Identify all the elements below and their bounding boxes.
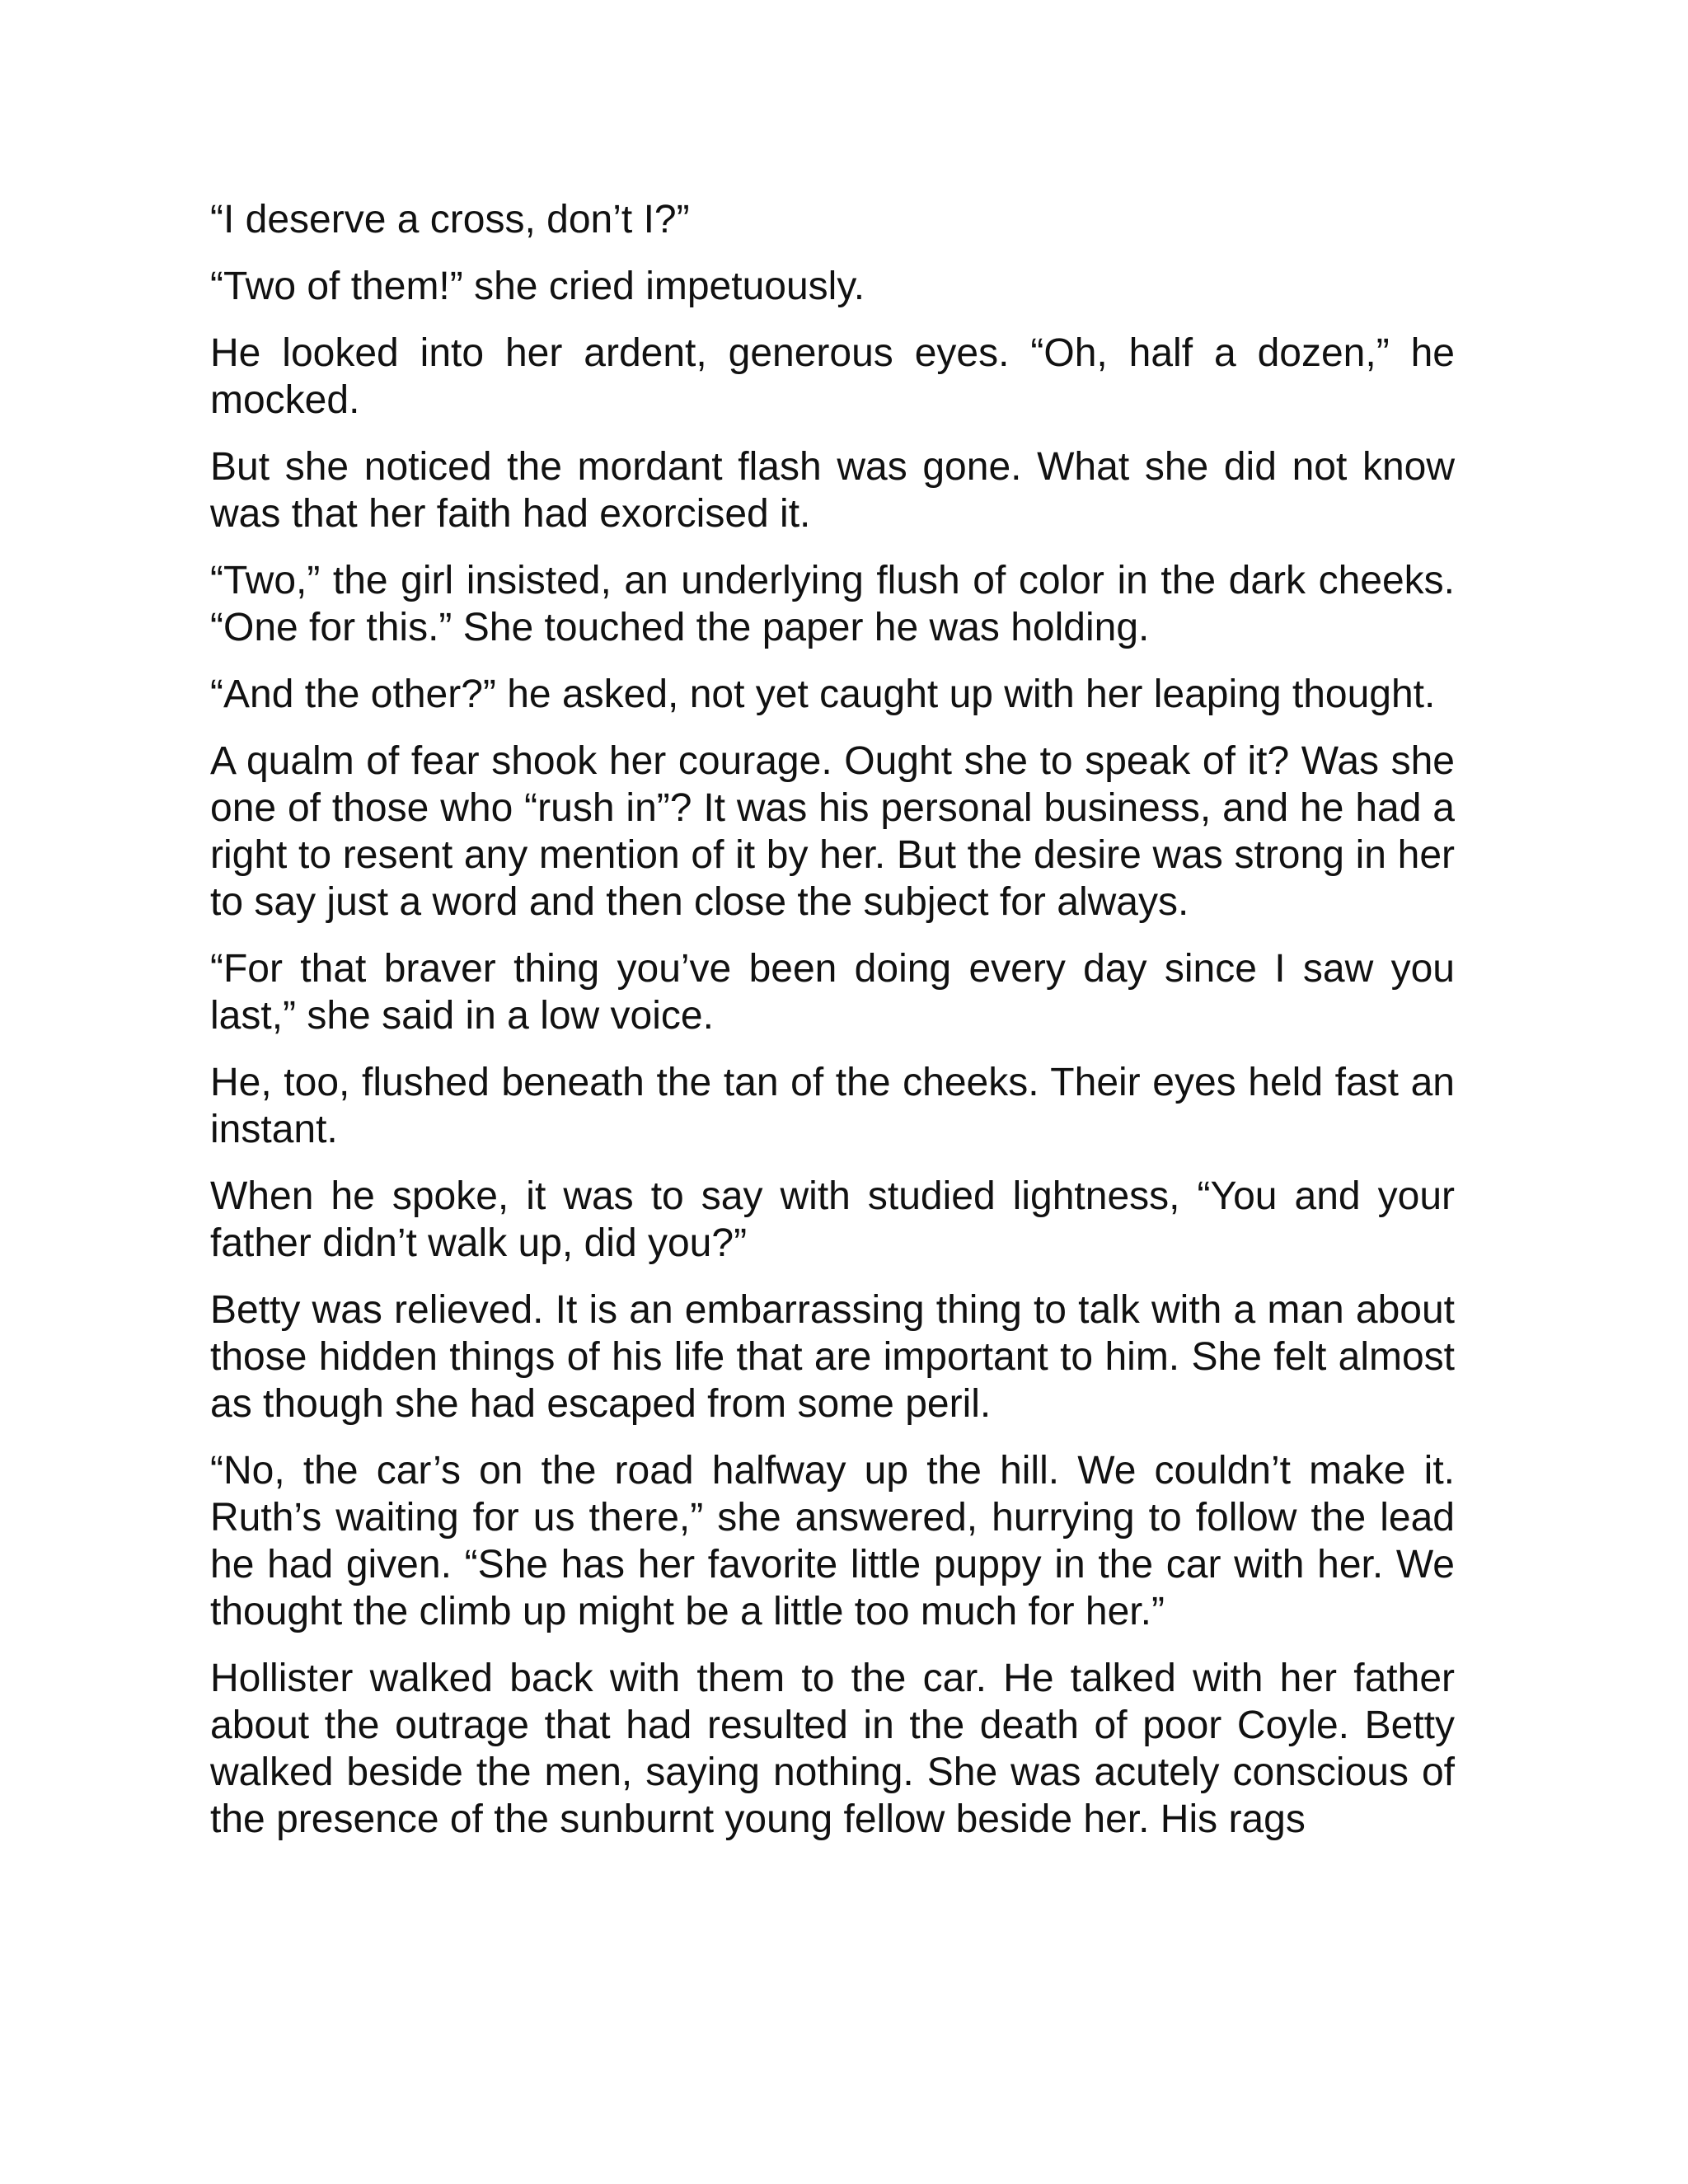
paragraph: He, too, flushed beneath the tan of the cheeks. Their eyes held fast an instant. xyxy=(210,1061,1455,1151)
paragraph: “No, the car’s on the road halfway up the hill. We couldn’t make it. Ruth’s waiting for us there,” she answered, hurrying to follow the lead he had given. “She has her favorite little puppy in the car with her. We thought the climb up might be a little too much for her.” xyxy=(210,1449,1455,1633)
paragraph: “Two of them!” she cried impetuously. xyxy=(210,265,865,308)
paragraph: Betty was relieved. It is an embarrassing thing to talk with a man about those hidden things of his life that are important to him. She felt almost as though she had escaped from some peril. xyxy=(210,1288,1455,1426)
paragraph: When he spoke, it was to say with studied lightness, “You and your father didn’t walk up, did you?” xyxy=(210,1174,1455,1265)
paragraph: “I deserve a cross, don’t I?” xyxy=(210,198,690,241)
paragraph: A qualm of fear shook her courage. Ought she to speak of it? Was she one of those who “rush in”? It was his personal business, and he had a right to resent any mention of it by her. But the desire was strong in her to say just a word and then close the subject for always. xyxy=(210,739,1455,924)
paragraph: “For that braver thing you’ve been doing every day since I saw you last,” she said in a low voice. xyxy=(210,947,1455,1038)
paragraph: He looked into her ardent, generous eyes. “Oh, half a dozen,” he mocked. xyxy=(210,331,1455,422)
paragraph: But she noticed the mordant flash was gone. What she did not know was that her faith had exorcised it. xyxy=(210,445,1455,536)
paragraph: “And the other?” he asked, not yet caught up with her leaping thought. xyxy=(210,673,1436,716)
page-text xyxy=(210,196,1455,1863)
paragraph: “Two,” the girl insisted, an underlying flush of color in the dark cheeks. “One for this.” She touched the paper he was holding. xyxy=(210,559,1455,649)
paragraph: Hollister walked back with them to the car. He talked with her father about the outrage that had resulted in the death of poor Coyle. Betty walked beside the men, saying nothing. She was acutely conscious of the presence of the sunburnt young fellow beside her. His rags xyxy=(210,1657,1455,1841)
